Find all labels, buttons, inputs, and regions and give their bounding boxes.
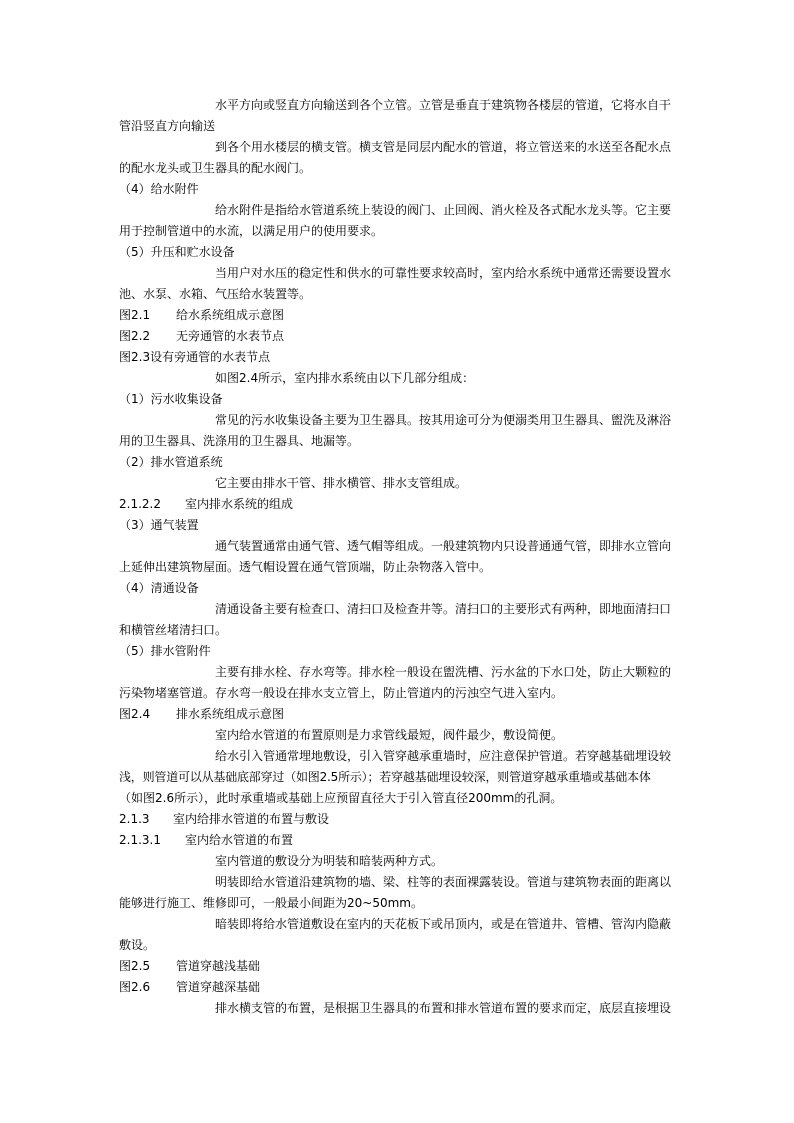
text-line: 和横管丝堵清扫口。 [119, 623, 228, 637]
section-heading [119, 809, 675, 830]
section-title: 室内排水系统的组成 [185, 497, 294, 511]
figure-title: 给水系统组成示意图 [176, 308, 285, 322]
text-line: 排水横支管的布置，是根据卫生器具的布置和排水管道布置的要求而定，底层直接埋设 [215, 1001, 672, 1015]
text-line: 明装即给水管道沿建筑物的墙、梁、柱等的表面裸露装设。管道与建筑物表面的距离以 [215, 875, 672, 889]
figure-title: 管道穿越浅基础 [176, 959, 261, 973]
figure-title: 排水系统组成示意图 [176, 707, 285, 721]
text-line: 用于控制管道中的水流，以满足用户的使用要求。 [119, 224, 384, 238]
text-line: 上延伸出建筑物屋面。透气帽设置在通气管顶端，防止杂物落入管中。 [119, 560, 492, 574]
text-line: 暗装即将给水管道敷设在室内的天花板下或吊顶内，或是在管道井、管槽、管沟内隐蔽 [215, 917, 672, 931]
text-line: 池、水泵、水箱、气压给水装置等。 [119, 287, 312, 301]
list-heading: （4）清通设备 [119, 581, 199, 595]
figure-number: 图2.6 [119, 980, 151, 994]
text-line: 室内管道的敷设分为明装和暗装两种方式。 [215, 854, 444, 868]
section-title: 室内给排水管道的布置与敷设 [173, 812, 330, 826]
text-line: 的配水龙头或卫生器具的配水阀门。 [119, 161, 312, 175]
text-line: 管沿竖直方向输送 [119, 119, 216, 133]
figure-caption [119, 305, 675, 326]
text-line: 通气装置通常由通气管、透气帽等组成。一般建筑物内只设普通通气管，即排水立管向 [215, 539, 672, 553]
text-line: 主要有排水栓、存水弯等。排水栓一般设在盥洗槽、污水盆的下水口处，防止大颗粒的 [215, 665, 672, 679]
text-line: 它主要由排水干管、排水横管、排水支管组成。 [215, 476, 468, 490]
figure-caption [119, 977, 675, 998]
list-heading: （3）通气装置 [119, 518, 199, 532]
figure-number: 图2.4 [119, 707, 151, 721]
figure-caption [119, 956, 675, 977]
text-line: 浅，则管道可以从基础底部穿过（如图2.5所示）；若穿越基础埋设较深，则管道穿越承重墙或基础本体 [119, 770, 651, 784]
figure-title: 管道穿越深基础 [176, 980, 261, 994]
text-line: 室内给水管道的布置原则是力求管线最短，阀件最少，敷设简便。 [215, 728, 564, 742]
figure-number: 图2.1 [119, 308, 151, 322]
text-line: 敷设。 [119, 938, 156, 952]
list-heading: （4）给水附件 [119, 182, 199, 196]
section-title: 室内给水管道的布置 [185, 833, 294, 847]
document-body [119, 95, 675, 1019]
text-line: 水平方向或竖直方向输送到各个立管。立管是垂直于建筑物各楼层的管道，它将水自干 [215, 98, 672, 112]
section-number: 2.1.2.2 [119, 497, 161, 511]
text-line: 当用户对水压的稳定性和供水的可靠性要求较高时，室内给水系统中通常还需要设置水 [215, 266, 672, 280]
section-number: 2.1.3 [119, 812, 150, 826]
section-heading [119, 494, 675, 515]
text-line: （如图2.6所示），此时承重墙或基础上应预留直径大于引入管直径200mm的孔洞。 [119, 791, 563, 805]
text-line: 给水附件是指给水管道系统上装设的阀门、止回阀、消火栓及各式配水龙头等。它主要 [215, 203, 672, 217]
list-heading: （5）升压和贮水设备 [119, 245, 235, 259]
text-line: 清通设备主要有检查口、清扫口及检查井等。清扫口的主要形式有两种，即地面清扫口 [215, 602, 672, 616]
figure-caption [119, 704, 675, 725]
figure-caption [119, 326, 675, 347]
text-line: 污染物堵塞管道。存水弯一般设在排水支立管上，防止管道内的污浊空气进入室内。 [119, 686, 564, 700]
section-number: 2.1.3.1 [119, 833, 161, 847]
list-heading: （1）污水收集设备 [119, 392, 223, 406]
list-heading: （5）排水管附件 [119, 644, 211, 658]
text-line: 给水引入管通常埋地敷设，引入管穿越承重墙时，应注意保护管道。若穿越基础埋设较 [215, 749, 672, 763]
figure-number: 图2.5 [119, 959, 151, 973]
list-heading: （2）排水管道系统 [119, 455, 223, 469]
text-line: 常见的污水收集设备主要为卫生器具。按其用途可分为便溺类用卫生器具、盥洗及淋浴 [215, 413, 672, 427]
text-line: 用的卫生器具、洗涤用的卫生器具、地漏等。 [119, 434, 360, 448]
section-heading [119, 830, 675, 851]
text-line: 如图2.4所示，室内排水系统由以下几部分组成： [215, 371, 475, 385]
figure-caption: 图2.3设有旁通管的水表节点 [119, 350, 271, 364]
text-line: 能够进行施工、维修即可，一般最小间距为20~50mm。 [119, 896, 423, 910]
figure-number: 图2.2 [119, 329, 151, 343]
figure-title: 无旁通管的水表节点 [176, 329, 285, 343]
text-line: 到各个用水楼层的横支管。横支管是同层内配水的管道，将立管送来的水送至各配水点 [215, 140, 672, 154]
